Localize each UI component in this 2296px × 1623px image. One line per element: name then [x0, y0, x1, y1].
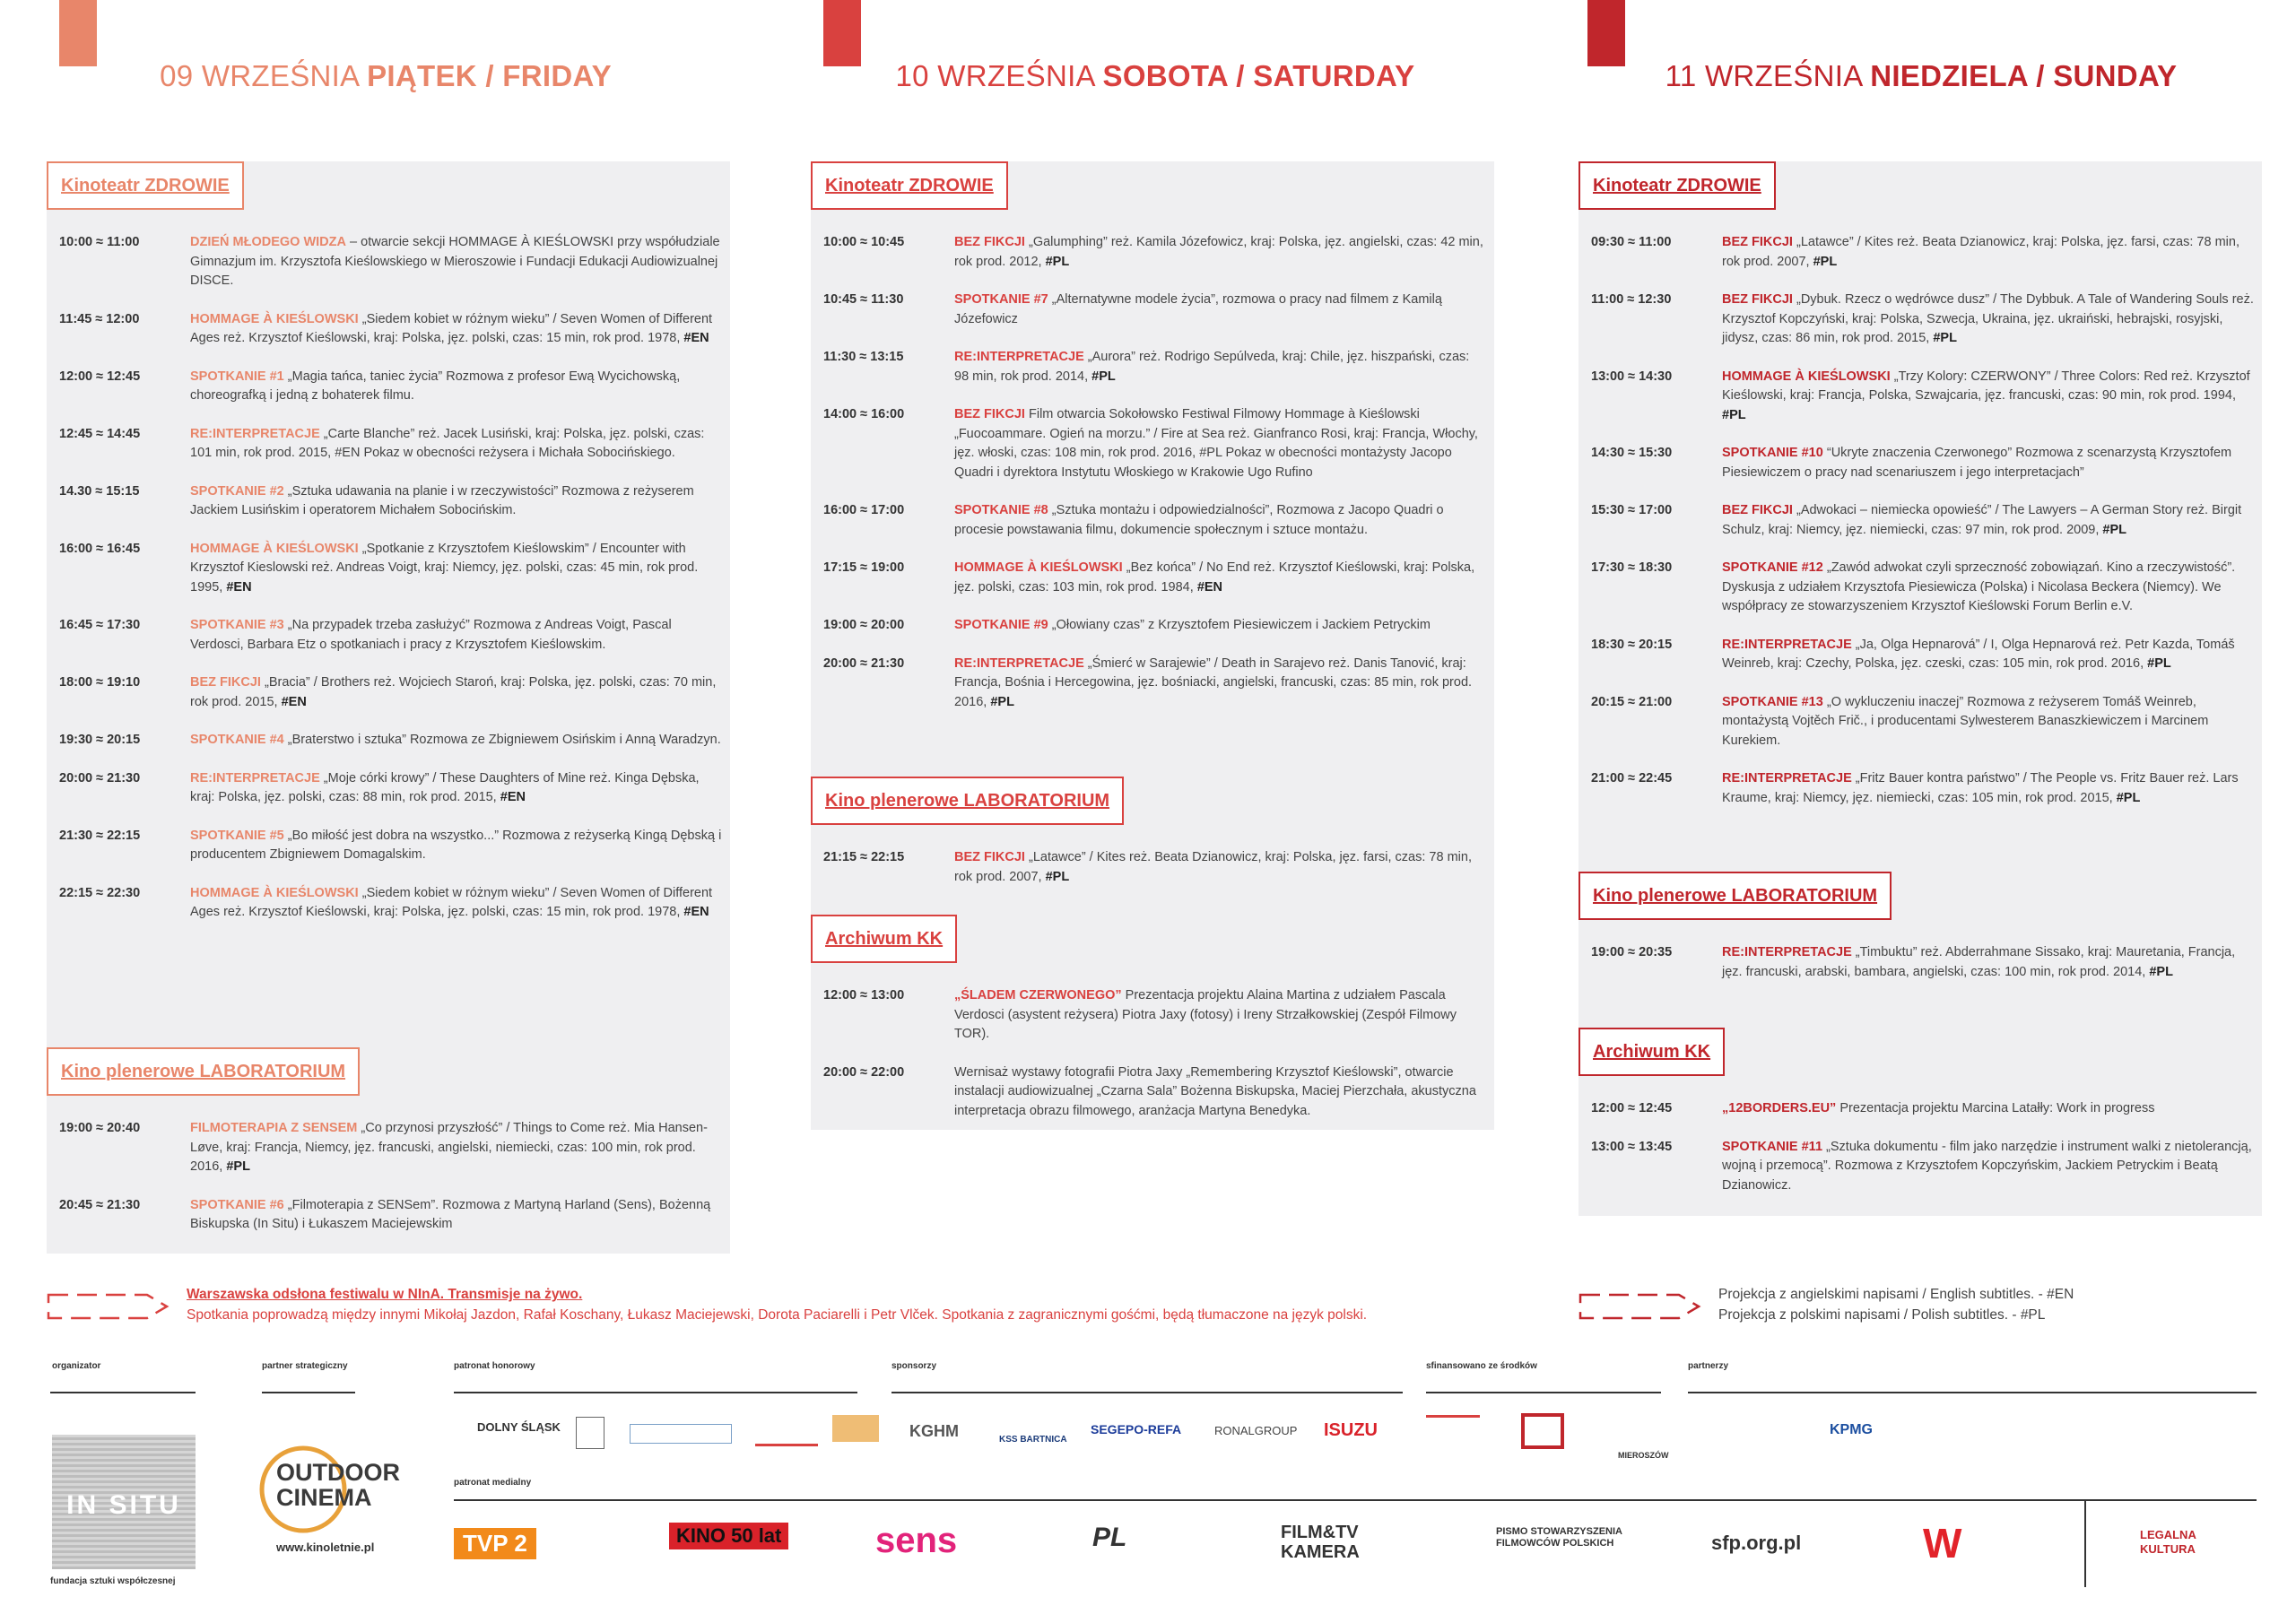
subtitle-tag: #PL [1933, 331, 1957, 345]
schedule-category: SPOTKANIE #1 [190, 369, 284, 384]
sunday-venue-archiwum: Archiwum KK [1578, 1028, 1725, 1076]
subtitle-tag: #EN [683, 331, 709, 345]
label-media: patronat medialny [454, 1478, 532, 1488]
schedule-category: DZIEŃ MŁODEGO WIDZA [190, 235, 346, 249]
schedule-item [47, 1119, 730, 1177]
schedule-item [47, 310, 730, 349]
schedule-item [1578, 233, 2262, 272]
subtitle-tag: #PL [1045, 254, 1070, 269]
schedule-description [1722, 444, 2255, 482]
schedule-category: HOMMAGE À KIEŚLOWSKI [190, 885, 359, 900]
schedule-category: SPOTKANIE #7 [954, 292, 1048, 307]
schedule-description [190, 233, 723, 291]
schedule-description [190, 425, 723, 464]
kinoletnie-url: www.kinoletnie.pl [276, 1541, 375, 1554]
schedule-description [954, 501, 1487, 540]
honor-logo-2 [576, 1417, 604, 1449]
honor-logo-5 [832, 1415, 879, 1442]
schedule-text: „Bez końca” / No End reż. Krzysztof Kieślowski, kraj: Polska, jęz. polski, czas: 103 min, rok prod. 1984, [954, 560, 1475, 595]
schedule-category: SPOTKANIE #12 [1722, 560, 1823, 575]
schedule-time: 16:00 ≈ 16:45 [59, 541, 141, 556]
schedule-time: 11:30 ≈ 13:15 [823, 350, 904, 364]
schedule-text: „Alternatywne modele życia”, rozmowa o pracy nad filmem z Kamilą Józefowicz [954, 292, 1442, 326]
kpmg-logo: KPMG [1830, 1422, 1873, 1437]
subtitle-tag: #PL [2149, 964, 2173, 979]
schedule-time: 14.30 ≈ 15:15 [59, 483, 140, 499]
schedule-category: HOMMAGE À KIEŚLOWSKI [190, 541, 359, 556]
schedule-text: „Timbuktu” reż. Abderrahmane Sissako, kraj: Mauretania, Francja, jęz. francuski, arabski, bambara, angielski, czas: 100 min, rok prod. 2014, [1722, 945, 2236, 979]
label-honor: patronat honorowy [454, 1361, 535, 1371]
subtitle-tag: #PL [1722, 407, 1746, 422]
schedule-text: „Carte Blanche” reż. Jacek Lusiński, kraj: Polska, jęz. polski, czas: 101 min, rok prod. 2015, #EN Pokaz w obecności reżysera i Michała Sobocińskiego. [190, 426, 705, 460]
schedule-time: 20:00 ≈ 22:00 [823, 1064, 905, 1080]
schedule-description [954, 986, 1487, 1045]
ronal-logo: RONALGROUP [1214, 1424, 1298, 1437]
schedule-category: RE:INTERPRETACJE [1722, 945, 1852, 959]
schedule-item [1578, 1138, 2262, 1196]
subtitle-tag: #PL [1045, 869, 1070, 884]
schedule-time: 10:45 ≈ 11:30 [823, 292, 904, 307]
schedule-text: “Ukryte znaczenia Czerwonego” Rozmowa z scenarzystą Krzysztofem Piesiewiczem o pracy nad scenariuszem i jego interpretacjach” [1722, 446, 2232, 480]
schedule-category: SPOTKANIE #10 [1722, 446, 1823, 460]
subtitle-tag: #EN [281, 694, 307, 709]
schedule-description [954, 405, 1487, 482]
sunday-name: NIEDZIELA / SUNDAY [1870, 59, 2178, 92]
schedule-text: – otwarcie sekcji HOMMAGE À KIEŚLOWSKI przy współudziale Gimnazjum im. Krzysztofa Kieślowskiego w Mieroszowie i Fundacji Edukacji Audiowizualnej DISCE. [190, 235, 720, 288]
isuzu-logo: ISUZU [1324, 1420, 1378, 1440]
schedule-description [190, 769, 723, 808]
schedule-time: 10:00 ≈ 10:45 [823, 235, 905, 249]
schedule-text: „Co przynosi przyszłość” / Things to Come reż. Mia Hansen-Løve, kraj: Francja, Niemcy, jęz. francuski, angielski, niemiecki, czas: 100 min, rok prod. 2016, [190, 1121, 708, 1174]
schedule-time: 20:15 ≈ 21:00 [1591, 694, 1673, 709]
schedule-description [954, 559, 1487, 597]
subtitle-tag: #EN [500, 790, 526, 804]
saturday-date: 10 WRZEŚNIA [895, 59, 1095, 92]
schedule-category: HOMMAGE À KIEŚLOWSKI [1722, 369, 1891, 384]
schedule-category: BEZ FIKCJI [1722, 292, 1793, 307]
schedule-time: 17:30 ≈ 18:30 [1591, 560, 1673, 575]
schedule-item [1578, 291, 2262, 349]
outdoor-text: OUTDOOR CINEMA [276, 1459, 400, 1511]
subtitle-tag: #PL [2102, 522, 2127, 537]
segepo-logo: SEGEPO-REFA [1091, 1422, 1182, 1436]
schedule-item [1578, 559, 2262, 617]
schedule-description [190, 310, 723, 349]
schedule-category: RE:INTERPRETACJE [1722, 771, 1852, 785]
schedule-item [47, 482, 730, 521]
schedule-category: SPOTKANIE #8 [954, 503, 1048, 517]
schedule-time: 16:45 ≈ 17:30 [59, 618, 141, 632]
friday-title [0, 59, 771, 93]
schedule-category: RE:INTERPRETACJE [190, 770, 320, 785]
wp-logo: W [1923, 1520, 1962, 1567]
financed-logo-2 [1521, 1413, 1564, 1449]
kino-logo: KINO 50 lat [669, 1523, 788, 1549]
schedule-item [811, 655, 1494, 713]
logos-strip [50, 1361, 2257, 1612]
schedule-description [190, 616, 723, 655]
schedule-description [1722, 693, 2255, 751]
schedule-text: „Siedem kobiet w różnym wieku” / Seven Women of Different Ages reż. Krzysztof Kieślowski, kraj: Polska, jęz. polski, czas: 15 min, rok prod. 1978, [190, 311, 713, 345]
schedule-text: „Bo miłość jest dobra na wszystko...” Rozmowa z reżyserką Kingą Dębską i producentem Zbigniewem Domagalskim. [190, 828, 722, 862]
kss-logo: KSS BARTNICA [999, 1435, 1067, 1445]
schedule-description [954, 233, 1487, 272]
label-partners: partnerzy [1688, 1361, 1729, 1371]
schedule-text: Film otwarcia Sokołowsko Festiwal Filmowy Hommage à Kieślowski „Fuocoammare. Ogień na morzu.” / Fire at Sea reż. Gianfranco Rosi, kraj: Francja, Włochy, jęz. włoski, czas: 108 min, rok prod. 2016, #PL Pokaz w obecności montażysty Jacopo Quadri i dyrektora Instytutu Włoskiego w Krakowie Ugo Rufino [954, 407, 1478, 480]
schedule-description [190, 731, 723, 751]
subtitle-tag: #PL [990, 694, 1014, 709]
schedule-description [954, 1063, 1487, 1122]
insitu-sub: fundacja sztuki współczesnej [50, 1576, 176, 1586]
schedule-category: SPOTKANIE #4 [190, 733, 284, 747]
schedule-text: Wernisaż wystawy fotografii Piotra Jaxy „Remembering Krzysztof Kieślowski”, otwarcie instalacji audiowizualnej „Czarna Sala” Bożenna Biskupska, Maciej Pierzchała, akustyczna interpretacja obrazu filmowego, aranżacja Martyna Benedyka. [954, 1064, 1476, 1118]
schedule-time: 12:00 ≈ 13:00 [823, 988, 905, 1002]
schedule-text: „Ołowiany czas” z Krzysztofem Piesiewiczem i Jackiem Petryckim [1051, 618, 1431, 632]
honor-logo-4 [755, 1417, 818, 1446]
schedule-category: BEZ FIKCJI [1722, 503, 1793, 517]
schedule-description [1722, 1099, 2255, 1119]
schedule-category: SPOTKANIE #5 [190, 828, 284, 843]
schedule-item [47, 616, 730, 655]
schedule-text: „Ja, Olga Hepnarová” / I, Olga Hepnarová reż. Petr Kazda, Tomáš Weinreb, kraj: Czechy, Polska, jęz. czeski, czas: 105 min, rok prod. 2016, [1722, 637, 2235, 671]
schedule-text: „Sztuka dokumentu - film jako narzędzie i instrument walki z nietolerancją, wojną i przemocą”. Rozmowa z Krzysztofem Kopczyńskim, Jackiem Petryckim i Beatą Dzianowicz. [1722, 1139, 2252, 1193]
schedule-description [190, 540, 723, 598]
subtitle-tag: #PL [2116, 790, 2141, 805]
schedule-description [1722, 501, 2255, 540]
schedule-text: „Śmierć w Sarajewie” / Death in Sarajevo reż. Danis Tanović, kraj: Francja, Bośnia i Hercegowina, jęz. bośniacki, angielski, francuski, czas: 85 min, rok prod. 2016, [954, 655, 1473, 709]
schedule-item [47, 731, 730, 751]
schedule-time: 20:45 ≈ 21:30 [59, 1197, 141, 1212]
schedule-item [47, 827, 730, 865]
schedule-item [47, 540, 730, 598]
schedule-time: 18:30 ≈ 20:15 [1591, 637, 1673, 652]
schedule-time: 21:00 ≈ 22:45 [1591, 771, 1673, 785]
schedule-category: FILMOTERAPIA Z SENSEM [190, 1121, 358, 1135]
schedule-item [47, 769, 730, 808]
schedule-description [954, 348, 1487, 386]
schedule-item [47, 673, 730, 712]
schedule-category: BEZ FIKCJI [1722, 235, 1793, 249]
mieroszow-logo: MIEROSZÓW [1618, 1451, 1669, 1460]
saturday-accent-bar [823, 0, 861, 66]
schedule-description [190, 368, 723, 406]
friday-venue-lab: Kino plenerowe LABORATORIUM [47, 1047, 360, 1096]
schedule-time: 12:00 ≈ 12:45 [59, 369, 141, 384]
subtitle-tag: #EN [226, 579, 252, 595]
schedule-item [811, 291, 1494, 329]
friday-accent-bar [59, 0, 97, 66]
saturday-venue-archiwum: Archiwum KK [811, 915, 957, 963]
sens-logo: sens [875, 1521, 958, 1560]
schedule-category: BEZ FIKCJI [954, 850, 1025, 864]
legalna-kultura-logo: LEGALNA KULTURA [2140, 1528, 2196, 1556]
schedule-description [1722, 368, 2255, 426]
subtitle-tag: #PL [226, 1159, 250, 1174]
schedule-time: 12:00 ≈ 12:45 [1591, 1101, 1673, 1115]
schedule-item [1578, 769, 2262, 808]
schedule-time: 14:00 ≈ 16:00 [823, 407, 905, 421]
schedule-category: „12BORDERS.EU” [1722, 1101, 1837, 1115]
ninA-arrow-icon [47, 1291, 170, 1322]
schedule-description [1722, 559, 2255, 617]
schedule-item [1578, 368, 2262, 426]
schedule-time: 16:00 ≈ 17:00 [823, 503, 905, 517]
saturday-venue-zdrowie: Kinoteatr ZDROWIE [811, 161, 1008, 210]
label-organizator: organizator [52, 1361, 101, 1371]
subtitle-tag: #PL [1813, 254, 1838, 269]
schedule-text: „Sztuka udawania na planie i w rzeczywistości” Rozmowa z reżyserem Jackiem Lusińskim i operatorem Michałem Sobocińskim. [190, 483, 694, 517]
schedule-text: „Galumphing” reż. Kamila Józefowicz, kraj: Polska, jęz. angielski, czas: 42 min, rok prod. 2012, [954, 235, 1483, 269]
schedule-category: SPOTKANIE #11 [1722, 1139, 1823, 1154]
saturday-name: SOBOTA / SATURDAY [1102, 59, 1415, 92]
sunday-venue-lab: Kino plenerowe LABORATORIUM [1578, 872, 1892, 920]
schedule-text: „Sztuka montażu i odpowiedzialności”, Rozmowa z Jacopo Quadri o procesie powstawania filmu, dokumencie społecznym i sztuce montażu. [954, 503, 1444, 537]
schedule-text: „Dybuk. Rzecz o wędrówce dusz” / The Dybbuk. A Tale of Wandering Souls reż. Krzysztof Kopczyński, kraj: Polska, Szwecja, Ukraina, jęz. ukraiński, hebrajski, rosyjski, jidysz, czas: 86 min, rok prod. 2015, [1722, 292, 2254, 345]
ninA-text: Spotkania poprowadzą między innymi Mikołaj Jazdon, Rafał Koschany, Łukasz Maciejewski, Dorota Paciarelli i Petr Vlček. Spotkania z zagranicznymi gośćmi, będą tłumaczone na język polski. [187, 1307, 1368, 1323]
schedule-time: 11:45 ≈ 12:00 [59, 311, 140, 326]
schedule-time: 11:00 ≈ 12:30 [1591, 292, 1672, 307]
ninA-title: Warszawska odsłona festiwalu w NInA. Transmisje na żywo. [187, 1287, 583, 1302]
schedule-category: „ŚLADEM CZERWONEGO” [954, 988, 1122, 1002]
schedule-description [1722, 233, 2255, 272]
schedule-text: „Na przypadek trzeba zasłużyć” Rozmowa z Andreas Voigt, Pascal Verdosci, Barbara Etz o spotkaniach i pracy z Krzysztofem Kieślowskim. [190, 618, 672, 652]
schedule-item [811, 501, 1494, 540]
schedule-item [1578, 943, 2262, 982]
schedule-category: SPOTKANIE #2 [190, 483, 284, 499]
label-partner: partner strategiczny [262, 1361, 348, 1371]
schedule-category: SPOTKANIE #6 [190, 1197, 284, 1212]
schedule-time: 10:00 ≈ 11:00 [59, 235, 140, 249]
schedule-time: 14:30 ≈ 15:30 [1591, 446, 1673, 460]
schedule-category: SPOTKANIE #3 [190, 618, 284, 632]
label-financed: sfinansowano ze środków [1426, 1361, 1537, 1371]
schedule-description [190, 884, 723, 923]
schedule-time: 13:00 ≈ 14:30 [1591, 369, 1673, 384]
schedule-category: RE:INTERPRETACJE [190, 426, 320, 441]
schedule-time: 19:00 ≈ 20:35 [1591, 945, 1673, 959]
schedule-category: BEZ FIKCJI [954, 235, 1025, 249]
schedule-description [954, 655, 1487, 713]
schedule-item [811, 405, 1494, 482]
subtitle-tag: #PL [2147, 656, 2171, 671]
schedule-category: RE:INTERPRETACJE [954, 350, 1084, 364]
schedule-description [190, 673, 723, 712]
schedule-text: „Braterstwo i sztuka” Rozmowa ze Zbigniewem Osińskim i Anną Waradzyn. [287, 733, 721, 747]
kinopolska-logo: PL [1092, 1523, 1127, 1552]
schedule-category: RE:INTERPRETACJE [1722, 637, 1852, 652]
schedule-description [1722, 943, 2255, 982]
schedule-time: 19:00 ≈ 20:40 [59, 1121, 141, 1135]
subtitle-tag: #EN [683, 905, 709, 919]
schedule-description [1722, 636, 2255, 674]
schedule-item [1578, 501, 2262, 540]
friday-venue-zdrowie: Kinoteatr ZDROWIE [47, 161, 244, 210]
kghm-logo: KGHM [909, 1422, 959, 1440]
schedule-description [1722, 769, 2255, 808]
schedule-description [190, 1119, 723, 1177]
schedule-time: 19:30 ≈ 20:15 [59, 733, 141, 747]
saturday-venue-lab: Kino plenerowe LABORATORIUM [811, 777, 1124, 825]
honor-logo-3 [630, 1424, 732, 1444]
schedule-item [47, 884, 730, 923]
schedule-item [811, 616, 1494, 636]
schedule-text: „Aurora” reż. Rodrigo Sepúlveda, kraj: Chile, jęz. hiszpański, czas: 98 min, rok prod. 2014, [954, 350, 1470, 384]
subtitle-tag: #EN [1196, 579, 1223, 595]
legend-en: Projekcja z angielskimi napisami / English subtitles. - #EN [1718, 1287, 2074, 1302]
schedule-item [811, 233, 1494, 272]
schedule-description [1722, 1138, 2255, 1196]
schedule-time: 15:30 ≈ 17:00 [1591, 503, 1673, 517]
schedule-text: „Latawce” / Kites reż. Beata Dzianowicz, kraj: Polska, jęz. farsi, czas: 78 min, rok prod. 2007, [954, 850, 1472, 884]
sunday-date: 11 WRZEŚNIA [1665, 59, 1862, 92]
schedule-text: „Moje córki krowy” / These Daughters of Mine reż. Kinga Dębska, kraj: Polska, jęz. polski, czas: 88 min, rok prod. 2015, [190, 770, 700, 804]
schedule-text: „Adwokaci – niemiecka opowieść” / The Lawyers – A German Story reż. Birgit Schulz, kraj: Niemcy, jęz. niemiecki, czas: 97 min, rok prod. 2009, [1722, 503, 2242, 537]
friday-date: 09 WRZEŚNIA [160, 59, 359, 92]
schedule-text: „Latawce” / Kites reż. Beata Dzianowicz, kraj: Polska, jęz. farsi, czas: 78 min, rok prod. 2007, [1722, 235, 2239, 269]
schedule-item [1578, 693, 2262, 751]
schedule-time: 20:00 ≈ 21:30 [59, 770, 141, 785]
sunday-venue-zdrowie: Kinoteatr ZDROWIE [1578, 161, 1776, 210]
schedule-category: SPOTKANIE #13 [1722, 694, 1823, 709]
sunday-title [1535, 59, 2296, 93]
schedule-time: 13:00 ≈ 13:45 [1591, 1139, 1673, 1154]
schedule-item [811, 1063, 1494, 1122]
schedule-time: 09:30 ≈ 11:00 [1591, 235, 1672, 249]
schedule-item [47, 368, 730, 406]
filmtv-logo: FILM&TV KAMERA [1281, 1523, 1360, 1562]
schedule-item [811, 986, 1494, 1045]
schedule-item [47, 233, 730, 291]
schedule-text: „Magia tańca, taniec życia” Rozmowa z profesor Ewą Wycichowską, choreografką i jedną z bohaterek filmu. [190, 369, 681, 403]
financed-logo-1 [1426, 1415, 1480, 1450]
label-sponsors: sponsorzy [891, 1361, 937, 1371]
friday-name: PIĄTEK / FRIDAY [367, 59, 612, 92]
schedule-description [954, 848, 1487, 887]
schedule-item [1578, 1099, 2262, 1119]
schedule-category: RE:INTERPRETACJE [954, 655, 1084, 671]
schedule-time: 20:00 ≈ 21:30 [823, 655, 905, 671]
saturday-title [770, 59, 1541, 93]
legend-arrow-icon [1578, 1291, 1702, 1322]
schedule-category: BEZ FIKCJI [954, 407, 1025, 421]
schedule-time: 17:15 ≈ 19:00 [823, 560, 905, 575]
subtitle-tag: #PL [1091, 369, 1116, 384]
schedule-category: BEZ FIKCJI [190, 675, 261, 690]
schedule-item [47, 1196, 730, 1235]
schedule-text: „Fritz Bauer kontra państwo” / The People vs. Fritz Bauer reż. Lars Kraume, kraj: Niemcy, jęz. niemiecki, czas: 105 min, rok prod. 2015, [1722, 771, 2239, 805]
subtitle-legend [1718, 1284, 2257, 1325]
schedule-text: „O wykluczeniu inaczej” Rozmowa z reżyserem Tomáš Weinreb, montażystą Vojtěch Frič., i producentami Sylwesterem Banaszkiewiczem i Marcinem Kurekiem. [1722, 694, 2209, 748]
schedule-text: „Trzy Kolory: CZERWONY” / Three Colors: Red reż. Krzysztof Kieślowski, kraj: Francja, Polska, Szwajcaria, jęz. francuski, czas: 90 min, rok prod. 1994, [1722, 369, 2250, 403]
schedule-text: Prezentacja projektu Alaina Martina z udziałem Pascala Verdosci (asystent reżysera) Piotra Jaxy (fotosy) i Ireny Strzałkowskiej (Zespół Filmowy TOR). [954, 988, 1457, 1041]
sunday-accent-bar [1587, 0, 1625, 66]
tvp2-logo: TVP 2 [454, 1528, 536, 1559]
schedule-description [190, 482, 723, 521]
schedule-description [1722, 291, 2255, 349]
schedule-text: „Siedem kobiet w różnym wieku” / Seven Women of Different Ages reż. Krzysztof Kieślowski, kraj: Polska, jęz. polski, czas: 15 min, rok prod. 1978, [190, 885, 713, 919]
schedule-description [190, 1196, 723, 1235]
schedule-item [47, 425, 730, 464]
schedule-item [811, 559, 1494, 597]
pismo-logo: PISMO STOWARZYSZENIA FILMOWCÓW POLSKICH [1496, 1526, 1622, 1549]
schedule-text: „Bracia” / Brothers reż. Wojciech Staroń, kraj: Polska, jęz. polski, czas: 70 min, rok prod. 2015, [190, 675, 717, 709]
schedule-text: „Zawód adwokat czyli sprzeczność zobowiązań. Kino a rzeczywistość”. Dyskusja z udziałem Krzysztofa Piesiewicza (Polska) i Nicolasa Beckera (Niemcy). We współpracy ze stowarzyszeniem Krzysztof Kieślowski Forum Berlin e.V. [1722, 560, 2236, 613]
schedule-item [811, 848, 1494, 887]
dolny-slask-logo: DOLNY ŚLĄSK [477, 1420, 561, 1434]
schedule-time: 21:15 ≈ 22:15 [823, 850, 905, 864]
insitu-logo: IN SITU [52, 1435, 196, 1569]
ninA-note [187, 1284, 1532, 1325]
schedule-description [190, 827, 723, 865]
schedule-item [1578, 636, 2262, 674]
schedule-text: „Spotkanie z Krzysztofem Kieślowskim” / Encounter with Krzysztof Kieslowski reż. Andreas Voigt, kraj: Niemcy, jęz. polski, czas: 45 min, rok prod. 1995, [190, 541, 699, 595]
sfp-logo: sfp.org.pl [1711, 1532, 1802, 1554]
schedule-time: 19:00 ≈ 20:00 [823, 618, 905, 632]
schedule-text: „Filmoterapia z SENSem”. Rozmowa z Martyną Harland (Sens), Bożenną Biskupska (In Situ) i Łukaszem Maciejewskim [190, 1197, 711, 1231]
schedule-time: 22:15 ≈ 22:30 [59, 885, 141, 900]
schedule-category: SPOTKANIE #9 [954, 618, 1048, 632]
schedule-category: HOMMAGE À KIEŚLOWSKI [190, 311, 359, 326]
schedule-description [954, 291, 1487, 329]
schedule-time: 12:45 ≈ 14:45 [59, 426, 141, 441]
schedule-category: HOMMAGE À KIEŚLOWSKI [954, 560, 1123, 575]
schedule-item [811, 348, 1494, 386]
schedule-item [1578, 444, 2262, 482]
schedule-text: Prezentacja projektu Marcina Latałły: Work in progress [1839, 1101, 2155, 1115]
schedule-time: 18:00 ≈ 19:10 [59, 675, 141, 690]
schedule-description [954, 616, 1487, 636]
legend-pl: Projekcja z polskimi napisami / Polish subtitles. - #PL [1718, 1307, 2046, 1323]
schedule-time: 21:30 ≈ 22:15 [59, 828, 141, 843]
